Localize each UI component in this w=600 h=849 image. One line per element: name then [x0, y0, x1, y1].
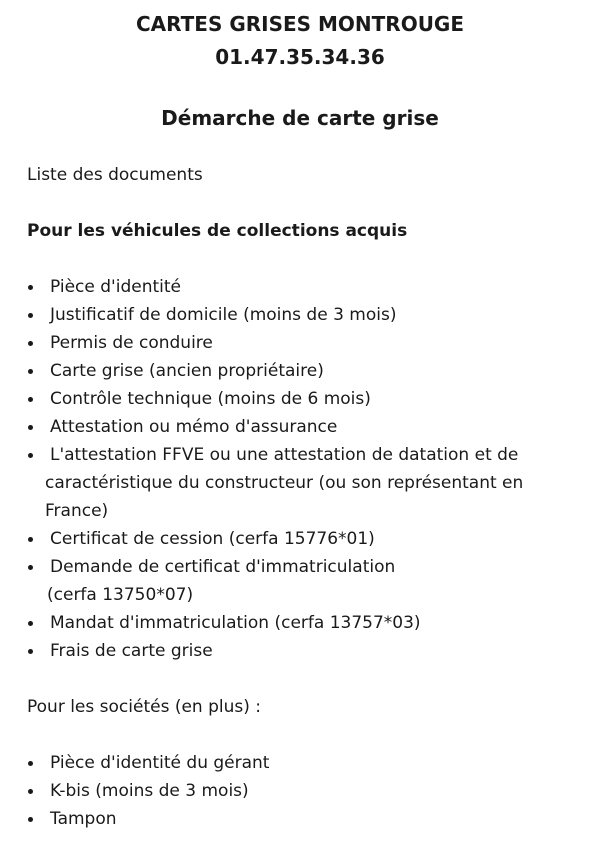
list-item-text-continued: France) — [45, 501, 109, 521]
list-item-text: Pièce d'identité — [50, 277, 181, 297]
list-item — [27, 329, 587, 357]
list-item-text-continued: caractéristique du constructeur (ou son représentant en — [45, 473, 524, 493]
companies-document-list — [27, 749, 587, 833]
list-item — [27, 441, 587, 525]
list-item — [27, 301, 587, 329]
list-item — [27, 609, 587, 637]
collection-section-heading: Pour les véhicules de collections acquis — [27, 221, 408, 241]
list-item — [27, 749, 587, 777]
list-item-text: Frais de carte grise — [50, 641, 213, 661]
list-item — [27, 553, 587, 609]
company-name: CARTES GRISES MONTROUGE — [135, 12, 465, 36]
list-item-text: Mandat d'immatriculation (cerfa 13757*03) — [50, 613, 421, 633]
list-item-text: Contrôle technique (moins de 6 mois) — [50, 389, 371, 409]
phone-number: 01.47.35.34.36 — [215, 45, 385, 69]
procedure-title: Démarche de carte grise — [161, 106, 439, 130]
companies-section-heading: Pour les sociétés (en plus) : — [27, 697, 262, 717]
list-item-text: Demande de certificat d'immatriculation — [50, 557, 396, 577]
list-item-text: L'attestation FFVE ou une attestation de datation et de — [50, 445, 519, 465]
documents-intro: Liste des documents — [27, 165, 203, 185]
list-item-text: Attestation ou mémo d'assurance — [50, 417, 338, 437]
list-item-text: Tampon — [50, 809, 117, 829]
list-item — [27, 777, 587, 805]
list-item — [27, 385, 587, 413]
list-item — [27, 805, 587, 833]
collection-document-list — [27, 273, 587, 665]
list-item — [27, 525, 587, 553]
list-item — [27, 637, 587, 665]
list-item-text: Permis de conduire — [50, 333, 213, 353]
list-item-text-continued: (cerfa 13750*07) — [47, 585, 194, 605]
list-item-text: Certificat de cession (cerfa 15776*01) — [50, 529, 375, 549]
list-item — [27, 413, 587, 441]
list-item-text: Pièce d'identité du gérant — [50, 753, 270, 773]
list-item — [27, 273, 587, 301]
list-item — [27, 357, 587, 385]
list-item-text: Carte grise (ancien propriétaire) — [50, 361, 324, 381]
list-item-text: Justificatif de domicile (moins de 3 mois) — [50, 305, 397, 325]
list-item-text: K-bis (moins de 3 mois) — [50, 781, 249, 801]
